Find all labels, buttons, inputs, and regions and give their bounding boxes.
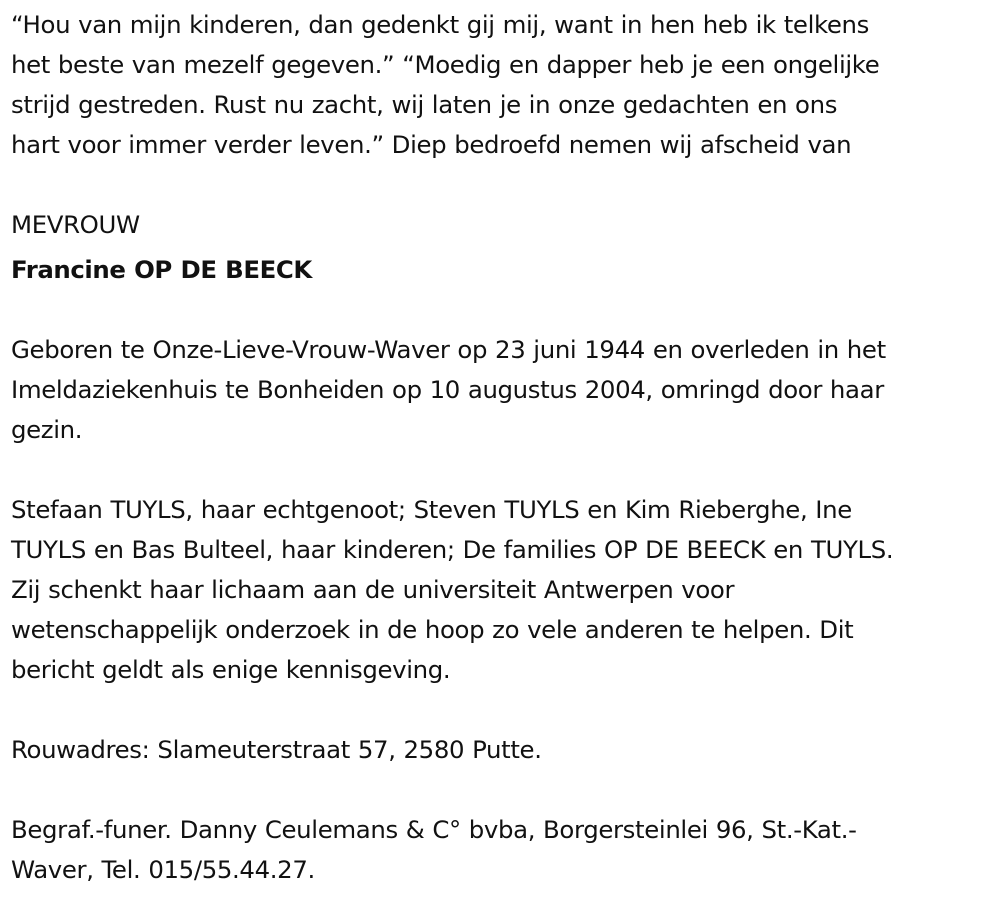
family-line: TUYLS en Bas Bulteel, haar kinderen; De families OP DE BEECK en TUYLS. bbox=[11, 535, 894, 564]
spacer bbox=[11, 770, 986, 810]
funeral-line: Begraf.-funer. Danny Ceulemans & C° bvba, Borgersteinlei 96, St.-Kat.- bbox=[11, 815, 857, 844]
details-line: Imeldaziekenhuis te Bonheiden op 10 augustus 2004, omringd door haar bbox=[11, 375, 884, 404]
details-line: Geboren te Onze-Lieve-Vrouw-Waver op 23 juni 1944 en overleden in het bbox=[11, 335, 886, 364]
spacer bbox=[11, 450, 986, 490]
honorific: MEVROUW bbox=[11, 210, 140, 239]
family-details bbox=[11, 490, 986, 690]
quote-line: strijd gestreden. Rust nu zacht, wij laten je in onze gedachten en ons bbox=[11, 90, 838, 119]
opening-quote bbox=[11, 5, 986, 165]
family-line: bericht geldt als enige kennisgeving. bbox=[11, 655, 451, 684]
quote-line: “Hou van mijn kinderen, dan gedenkt gij mij, want in hen heb ik telkens bbox=[11, 10, 870, 39]
quote-line: het beste van mezelf gegeven.” “Moedig en dapper heb je een ongelijke bbox=[11, 50, 880, 79]
family-line: Stefaan TUYLS, haar echtgenoot; Steven TUYLS en Kim Rieberghe, Ine bbox=[11, 495, 852, 524]
family-line: Zij schenkt haar lichaam aan de universiteit Antwerpen voor bbox=[11, 575, 735, 604]
family-line: wetenschappelijk onderzoek in de hoop zo vele anderen te helpen. Dit bbox=[11, 615, 854, 644]
deceased-name: Francine OP DE BEECK bbox=[11, 255, 312, 284]
quote-line: hart voor immer verder leven.” Diep bedroefd nemen wij afscheid van bbox=[11, 130, 852, 159]
spacer bbox=[11, 690, 986, 730]
obituary-notice bbox=[11, 5, 986, 890]
spacer bbox=[11, 290, 986, 330]
birth-death-details bbox=[11, 330, 986, 450]
details-line: gezin. bbox=[11, 415, 83, 444]
mourning-address: Rouwadres: Slameuterstraat 57, 2580 Putte. bbox=[11, 735, 542, 764]
funeral-line: Waver, Tel. 015/55.44.27. bbox=[11, 855, 315, 884]
funeral-director bbox=[11, 810, 986, 890]
spacer bbox=[11, 165, 986, 205]
